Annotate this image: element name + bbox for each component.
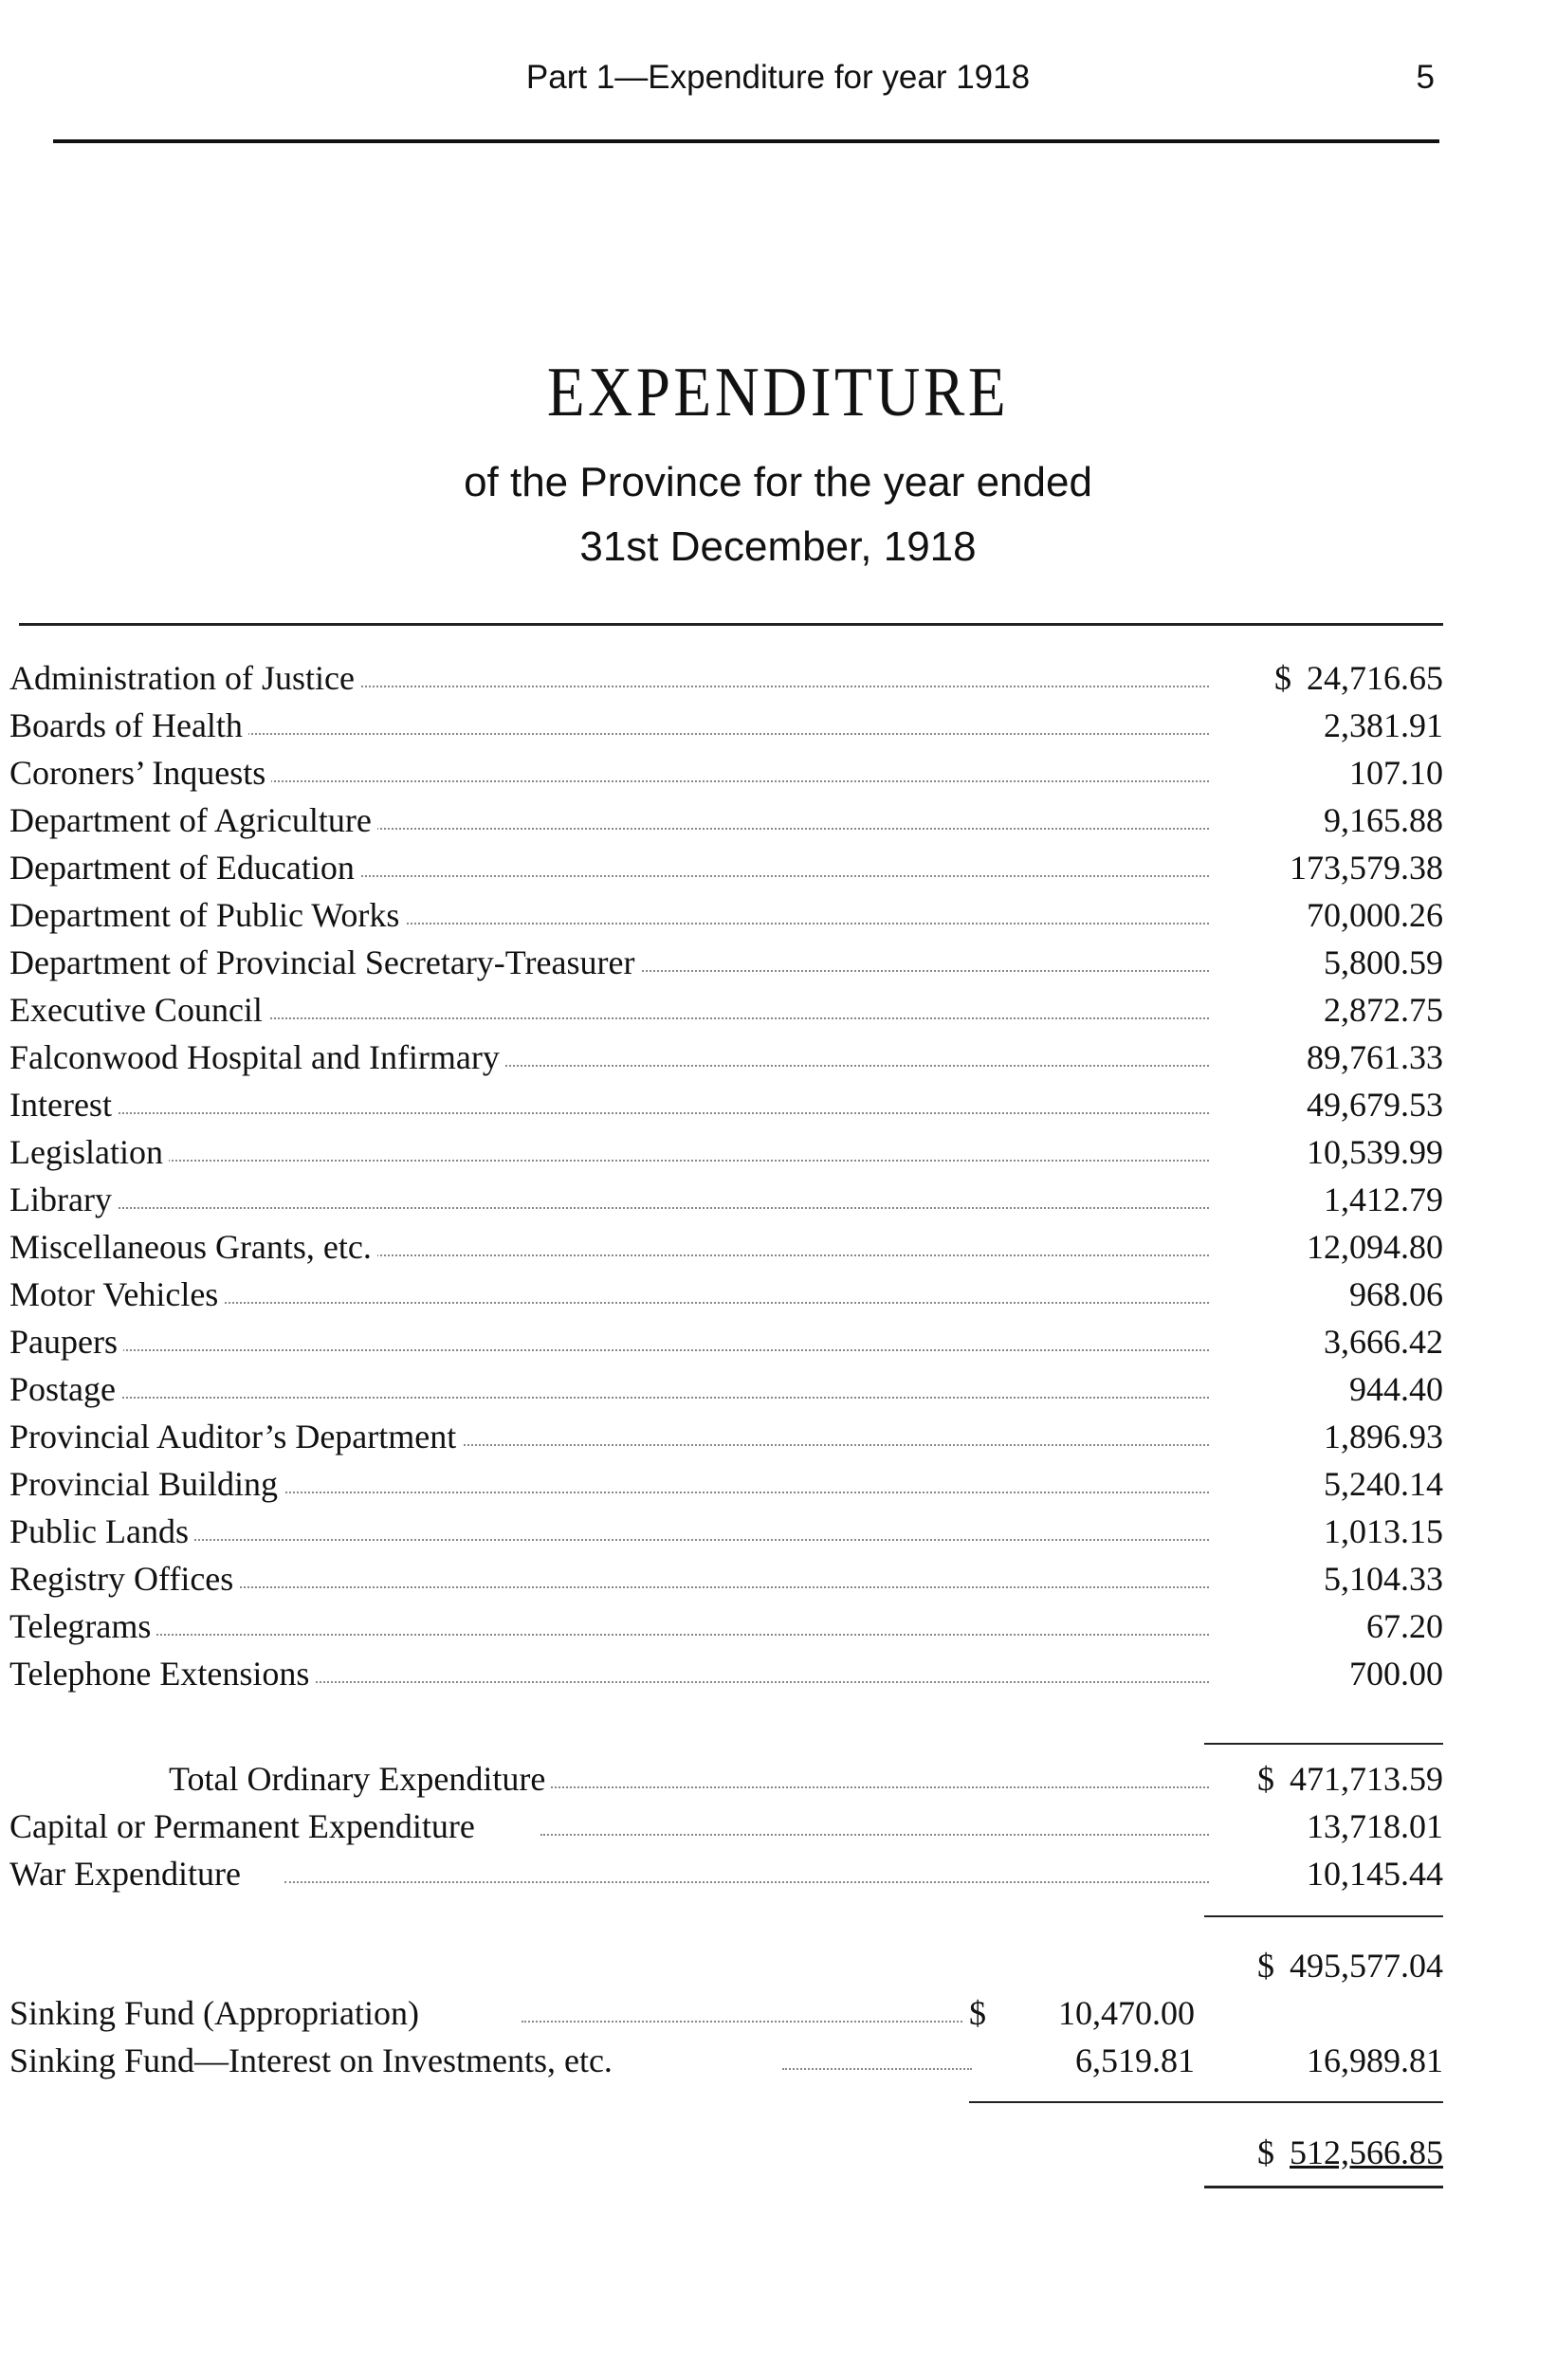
leader-dots	[85, 1539, 1209, 1541]
sinking-interest-label: Sinking Fund—Interest on Investments, etc.	[9, 2037, 618, 2084]
leader-dots	[85, 1302, 1209, 1304]
ledger-row-value: 968.06	[1349, 1275, 1443, 1313]
ledger-row	[9, 702, 1443, 749]
ledger-row-label: Administration of Justice	[9, 654, 360, 702]
ledger-row-value: 12,094.80	[1307, 1228, 1443, 1266]
subtotal-value: 495,577.04	[1290, 1947, 1443, 1985]
ledger-row-amount	[1307, 1223, 1443, 1271]
ledger-row-amount	[1349, 1365, 1443, 1413]
ledger-row-amount	[1349, 749, 1443, 796]
grand-total-double-rule	[1204, 2186, 1443, 2188]
ledger-row	[9, 844, 1443, 891]
ledger-row-label: Department of Provincial Secretary-Treasurer	[9, 939, 640, 986]
ledger-row-label: Boards of Health	[9, 702, 248, 749]
ledger-row-label: Library	[9, 1176, 118, 1223]
subtotal-rule	[1204, 1743, 1443, 1745]
ledger-row-amount	[1366, 1602, 1443, 1650]
capital-row	[9, 1803, 1443, 1850]
ledger-row-label: Coroners’ Inquests	[9, 749, 271, 796]
sinking-interest-row	[9, 2037, 1443, 2084]
war-amount: 10,145.44	[1307, 1855, 1443, 1893]
ledger-row-value: 70,000.26	[1307, 896, 1443, 934]
ledger-row-label: Telegrams	[9, 1602, 156, 1650]
leader-dots	[85, 1160, 1209, 1162]
ledger-row-value: 1,013.15	[1324, 1512, 1443, 1550]
dollar-sign: $	[1274, 659, 1291, 697]
ledger-row-value: 10,539.99	[1307, 1133, 1443, 1171]
ledger-row-amount	[1307, 1081, 1443, 1128]
ledger-row	[9, 1555, 1443, 1602]
ledger-row-amount	[1307, 1034, 1443, 1081]
ledger-row-amount	[1290, 844, 1443, 891]
sinking-appropriation-amount: 10,470.00	[1058, 1994, 1195, 2032]
ledger-row-amount	[1324, 939, 1443, 986]
ledger-row-value: 173,579.38	[1290, 849, 1443, 887]
ledger-row-label: Public Lands	[9, 1508, 194, 1555]
dollar-sign: $	[969, 1994, 986, 2032]
ledger-row-amount	[1307, 1128, 1443, 1176]
ledger-row-value: 3,666.42	[1324, 1323, 1443, 1361]
ledger-row-label: Motor Vehicles	[9, 1271, 224, 1318]
dollar-sign: $	[1257, 1760, 1274, 1798]
total-ordinary-row	[9, 1755, 1443, 1803]
ledger-row	[9, 1034, 1443, 1081]
ledger-row-amount	[1274, 654, 1443, 702]
ledger-row	[9, 1365, 1443, 1413]
ledger-row-value: 9,165.88	[1324, 801, 1443, 839]
ledger-row	[9, 1271, 1443, 1318]
subtotal-amount	[1257, 1942, 1443, 1989]
subtitle-line-1: of the Province for the year ended	[464, 459, 1092, 505]
ledger-row	[9, 796, 1443, 844]
ledger-row	[9, 1223, 1443, 1271]
total-ordinary-amount	[1257, 1755, 1443, 1803]
leader-dots	[85, 1397, 1209, 1399]
ledger-row-amount	[1324, 1413, 1443, 1460]
ledger-row-value: 1,412.79	[1324, 1181, 1443, 1218]
grand-total-row	[9, 2129, 1443, 2176]
ledger-row	[9, 1318, 1443, 1365]
ledger-row-value: 24,716.65	[1307, 659, 1443, 697]
ledger-row-value: 49,679.53	[1307, 1086, 1443, 1124]
ledger-row-amount	[1324, 796, 1443, 844]
sinking-interest-amount: 16,989.81	[1307, 2041, 1443, 2079]
ledger-row-amount	[1324, 1176, 1443, 1223]
header-rule	[53, 139, 1439, 143]
page-number: 5	[1416, 59, 1435, 96]
grand-total-amount	[1257, 2129, 1443, 2176]
total-ordinary-value: 471,713.59	[1290, 1760, 1443, 1798]
ledger-row-value: 2,381.91	[1324, 706, 1443, 744]
ledger-row-amount	[1307, 891, 1443, 939]
ledger-row-label: Department of Agriculture	[9, 796, 377, 844]
ledger-row-label: Executive Council	[9, 986, 268, 1034]
ledger-row-label: Registry Offices	[9, 1555, 239, 1602]
sinking-interest-mid-amount: 6,519.81	[1075, 2041, 1195, 2079]
ledger-row	[9, 1413, 1443, 1460]
leader-dots	[503, 1786, 1209, 1788]
ledger-row-label: Postage	[9, 1365, 121, 1413]
dollar-sign: $	[1257, 2133, 1274, 2171]
ledger-row	[9, 986, 1443, 1034]
ledger-row-label: Provincial Building	[9, 1460, 284, 1508]
ledger-row-amount	[1324, 702, 1443, 749]
leader-dots	[85, 1207, 1209, 1209]
ledger-row	[9, 749, 1443, 796]
grand-total-rule	[969, 2101, 1443, 2103]
ledger-row	[9, 654, 1443, 702]
ledger-row-value: 89,761.33	[1307, 1038, 1443, 1076]
ledger-row-label: Falconwood Hospital and Infirmary	[9, 1034, 505, 1081]
leader-dots	[522, 2021, 962, 2023]
ledger-row-value: 700.00	[1349, 1655, 1443, 1693]
ledger-row-value: 5,240.14	[1324, 1465, 1443, 1503]
ledger-row-value: 1,896.93	[1324, 1418, 1443, 1455]
leader-dots	[284, 1881, 1209, 1883]
running-head	[0, 59, 1556, 116]
capital-label: Capital or Permanent Expenditure	[9, 1803, 481, 1850]
ledger-row	[9, 891, 1443, 939]
sinking-appropriation-row	[9, 1989, 1443, 2037]
leader-dots	[782, 2068, 972, 2070]
ledger-row-label: Department of Education	[9, 844, 360, 891]
leader-dots	[85, 1634, 1209, 1636]
ledger-row-value: 2,872.75	[1324, 991, 1443, 1029]
subtotal-rule-2	[1204, 1915, 1443, 1917]
leader-dots	[540, 1834, 1209, 1836]
ledger-row-label: Interest	[9, 1081, 118, 1128]
war-row	[9, 1850, 1443, 1897]
ledger-row-value: 944.40	[1349, 1370, 1443, 1408]
table-top-rule	[19, 623, 1443, 626]
ledger-row-label: Telephone Extensions	[9, 1650, 315, 1697]
ledger-row-value: 5,800.59	[1324, 943, 1443, 981]
ledger-row-value: 107.10	[1349, 754, 1443, 792]
ledger-row	[9, 1508, 1443, 1555]
leader-dots	[85, 1349, 1209, 1351]
ledger-row	[9, 1081, 1443, 1128]
ledger-row	[9, 1602, 1443, 1650]
war-label: War Expenditure	[9, 1850, 247, 1897]
leader-dots	[85, 1586, 1209, 1588]
ledger-row	[9, 939, 1443, 986]
ledger-row	[9, 1650, 1443, 1697]
ledger-row-amount	[1349, 1271, 1443, 1318]
ledger-row-amount	[1349, 1650, 1443, 1697]
ledger-row	[9, 1128, 1443, 1176]
subtitle-line-2: 31st December, 1918	[579, 523, 977, 570]
leader-dots	[85, 1112, 1209, 1114]
ledger-row-label: Paupers	[9, 1318, 123, 1365]
dollar-sign: $	[1257, 1947, 1274, 1985]
ledger-row-label: Department of Public Works	[9, 891, 405, 939]
ledger-row	[9, 1460, 1443, 1508]
running-title: Part 1—Expenditure for year 1918	[525, 59, 1031, 96]
leader-dots	[85, 733, 1209, 735]
ledger-row-amount	[1324, 1460, 1443, 1508]
grand-total-value: 512,566.85	[1290, 2133, 1443, 2171]
ledger-row-label: Miscellaneous Grants, etc.	[9, 1223, 377, 1271]
ledger-row-label: Provincial Auditor’s Department	[9, 1413, 462, 1460]
ledger-row	[9, 1176, 1443, 1223]
ledger-row-amount	[1324, 1508, 1443, 1555]
ledger-row-amount	[1324, 1318, 1443, 1365]
ledger-row-value: 5,104.33	[1324, 1560, 1443, 1598]
ledger-row-label: Legislation	[9, 1128, 169, 1176]
ledger-row-amount	[1324, 986, 1443, 1034]
page-title: EXPENDITURE	[546, 354, 1010, 431]
sinking-appropriation-label: Sinking Fund (Appropriation)	[9, 1989, 425, 2037]
total-ordinary-label: Total Ordinary Expenditure	[169, 1755, 551, 1803]
subtotal-row	[9, 1942, 1443, 1989]
ledger-row-value: 67.20	[1366, 1607, 1443, 1645]
capital-amount: 13,718.01	[1307, 1807, 1443, 1845]
ledger-row-amount	[1324, 1555, 1443, 1602]
